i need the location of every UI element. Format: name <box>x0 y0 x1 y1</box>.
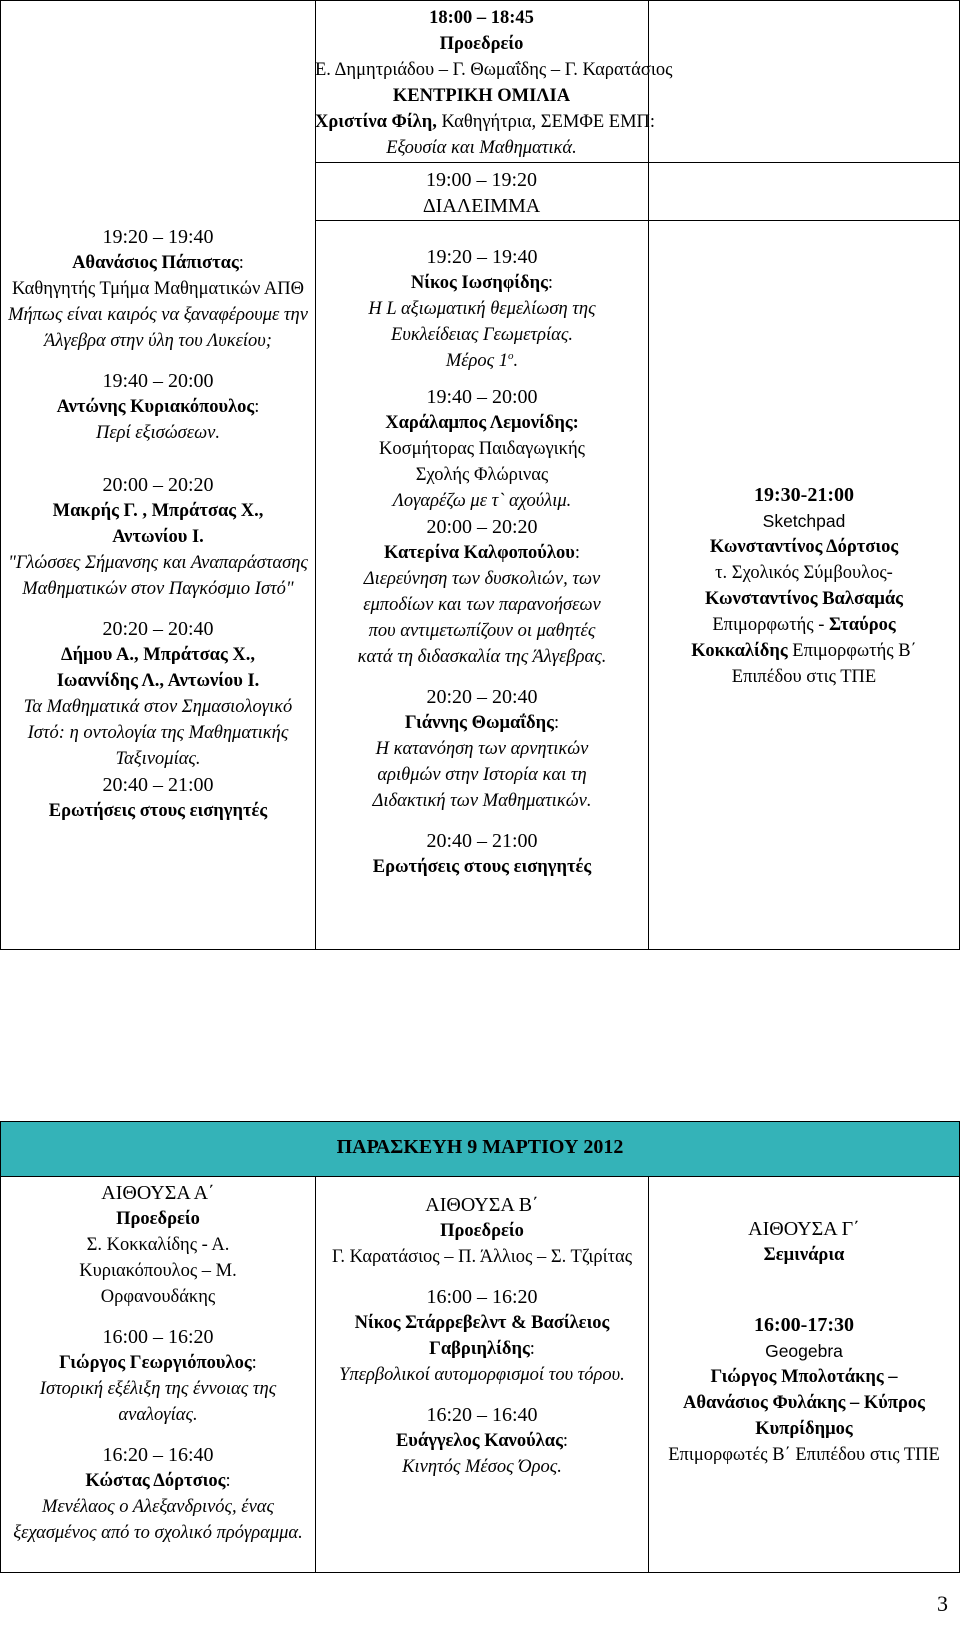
room-c <box>656 1216 952 1468</box>
talk-speaker-line: Νίκος Στάρρεβελντ & Βασίλειος Γαβριηλίδης: <box>354 1313 610 1359</box>
talk-title: Κινητός Μέσος Όρος. <box>402 1457 562 1477</box>
room-a <box>8 1180 308 1546</box>
talk-title: Τα Μαθηματικά στον Σημασιολογικό Ιστό: η οντολογία της Μαθηματικής Ταξινομίας. <box>23 697 293 769</box>
talk-title: Η L αξιωματική θεμελίωση της Ευκλείδειας Γεωμετρίας. <box>368 299 596 345</box>
seminar-time: 16:00-17:30 <box>754 1314 854 1336</box>
talk-speaker: Αντώνης Κυριακόπουλος <box>56 397 255 417</box>
talk-speaker: Χαράλαμπος Λεμονίδης: <box>385 413 579 433</box>
day-title: ΠΑΡΑΣΚΕΥΗ 9 ΜΑΡΤΙΟΥ 2012 <box>336 1136 624 1158</box>
talk-speaker: Κατερίνα Καλφοπούλου <box>384 543 575 563</box>
talk-title-part: Μέρος $1^o$. <box>445 349 519 371</box>
talk-time: 20:20 – 20:40 <box>102 618 214 640</box>
seminar-speakers: Γιώργος Μπολοτάκης – Αθανάσιος Φυλάκης – Κύπρος Κυπρίδημος <box>683 1367 925 1439</box>
seminar-speaker: Κωνσταντίνος Βαλσαμάς <box>705 589 903 609</box>
talk-time: 16:20 – 16:40 <box>426 1404 538 1426</box>
talk-speaker: Μακρής Γ. , Μπράτσας Χ., Αντωνίου Ι. <box>52 501 264 547</box>
talk-time: 19:20 – 19:40 <box>426 246 538 268</box>
talk-time: 20:40 – 21:00 <box>102 774 214 796</box>
column-divider <box>648 0 649 950</box>
seminar-role: Επιμορφωτής - <box>712 615 830 635</box>
talk-title: Μήπως είναι καιρός να ξαναφέρουμε την Άλγεβρα στην ύλη του Λυκείου; <box>8 305 308 351</box>
row-divider <box>315 220 960 221</box>
talk-speaker-line: Κώστας Δόρτσιος: <box>85 1471 231 1491</box>
seminar-speaker: Σταύρος Κοκκαλίδης <box>691 615 896 661</box>
talk-time: 20:00 – 20:20 <box>426 516 538 538</box>
talk-speaker: Δήμου Α., Μπράτσας Χ., Ιωαννίδης Λ., Αντωνίου Ι. <box>56 645 260 691</box>
talk-speaker: Γιώργος Γεωργιόπουλος <box>59 1353 252 1373</box>
questions-label: Ερωτήσεις στους εισηγητές <box>48 801 268 821</box>
talk-time: 20:40 – 21:00 <box>426 830 538 852</box>
session-time: 18:00 – 18:45 <box>429 8 534 28</box>
talk-speaker: Ευάγγελος Κανούλας <box>395 1431 563 1451</box>
talk-speaker-line: Γιώργος Γεωργιόπουλος: <box>59 1353 257 1373</box>
talk-time: 19:20 – 19:40 <box>102 226 214 248</box>
seminar-speaker: Κωνσταντίνος Δόρτσιος <box>709 537 899 557</box>
plenary-session <box>315 5 673 161</box>
talk-time: 19:40 – 20:00 <box>102 370 214 392</box>
talk-time: 20:20 – 20:40 <box>426 686 538 708</box>
keynote-speaker: Χριστίνα Φίλη, <box>315 112 437 132</box>
row-divider <box>648 162 960 163</box>
talk-speaker-line: Γιάννης Θωμαΐδης: <box>404 713 560 733</box>
room-name: ΑΙΘΟΥΣΑ Β΄ <box>425 1194 539 1216</box>
talk-speaker: Γιάννης Θωμαΐδης <box>404 713 554 733</box>
seminar-software: Sketchpad <box>762 511 846 531</box>
seminar-software: Geogebra <box>765 1341 843 1361</box>
talk-title: Ιστορική εξέλιξη της έννοιας της αναλογίας. <box>39 1379 277 1425</box>
row-divider <box>315 162 648 163</box>
talk-speaker-line: Νίκος Ιωσηφίδης: <box>410 273 554 293</box>
talk-speaker: Αθανάσιος Πάπιστας <box>72 253 239 273</box>
column-divider <box>315 1176 316 1573</box>
talk-title: Η κατανόηση των αρνητικών αριθμών στην Ιστορία και τη Διδακτική των Μαθηματικών. <box>372 739 592 811</box>
room-b <box>325 1192 639 1480</box>
talk-title: "Γλώσσες Σήμανσης και Αναπαράστασης Μαθηματικών στον Παγκόσμιο Ιστό" <box>8 553 308 599</box>
questions-label: Ερωτήσεις στους εισηγητές <box>372 857 592 877</box>
column-c-seminar <box>656 482 952 690</box>
talk-speaker-line: Αθανάσιος Πάπιστας: <box>72 253 244 273</box>
keynote-speaker-line <box>315 109 656 135</box>
talk-speaker: Κώστας Δόρτσιος <box>85 1471 226 1491</box>
talk-title: Υπερβολικοί αυτομορφισμοί του τόρου. <box>339 1365 625 1385</box>
chair-title: Προεδρείο <box>440 1221 524 1241</box>
talk-time: 19:40 – 20:00 <box>426 386 538 408</box>
talk-speaker-line: Ευάγγελος Κανούλας: <box>395 1431 569 1451</box>
seminar-role-line <box>656 612 952 690</box>
chair-title: Προεδρείο <box>116 1209 200 1229</box>
column-b-talks <box>325 244 639 880</box>
keynote-label: ΚΕΝΤΡΙΚΗ ΟΜΙΛΙΑ <box>392 86 571 106</box>
column-a-talks <box>8 224 308 824</box>
break-session <box>315 167 648 219</box>
break-time: 19:00 – 19:20 <box>425 169 538 191</box>
seminar-time: 19:30-21:00 <box>754 484 854 506</box>
page-number: 3 <box>937 1591 948 1616</box>
talk-speaker: Νίκος Στάρρεβελντ & Βασίλειος Γαβριηλίδης <box>354 1313 610 1359</box>
keynote-role: Καθηγήτρια, ΣΕΜΦΕ ΕΜΠ: <box>441 112 656 132</box>
talk-title: Περί εξισώσεων. <box>96 423 220 443</box>
talk-time: 16:00 – 16:20 <box>426 1286 538 1308</box>
chair-names: Σ. Κοκκαλίδης - Α. Κυριακόπουλος – Μ. Ορφανουδάκης <box>79 1235 237 1307</box>
room-subtitle: Σεμινάρια <box>763 1245 845 1265</box>
talk-title: Λογαρέζω με τ` αχούλιμ. <box>392 491 572 511</box>
talk-speaker-role: Καθηγητής Τμήμα Μαθηματικών ΑΠΘ <box>11 279 304 299</box>
talk-speaker-line: Κατερίνα Καλφοπούλου: <box>384 543 580 563</box>
talk-speaker: Νίκος Ιωσηφίδης <box>410 273 548 293</box>
talk-title: Μενέλαος ο Αλεξανδρινός, ένας ξεχασμένος από το σχολικό πρόγραμμα. <box>13 1497 303 1543</box>
seminar-role: Επιμορφωτής Β΄ Επιπέδου στις ΤΠΕ <box>731 641 917 687</box>
seminar-role: τ. Σχολικός Σύμβουλος- <box>715 563 893 583</box>
talk-time: 16:00 – 16:20 <box>102 1326 214 1348</box>
chair-names: Γ. Καρατάσιος – Π. Άλλιος – Σ. Τζιρίτας <box>331 1247 633 1267</box>
room-name: ΑΙΘΟΥΣΑ Α΄ <box>101 1182 215 1204</box>
row-divider <box>0 1176 960 1177</box>
room-name: ΑΙΘΟΥΣΑ Γ΄ <box>748 1218 860 1240</box>
talk-speaker-role: Κοσμήτορας Παιδαγωγικής Σχολής Φλώρινας <box>378 439 585 485</box>
keynote-title: Εξουσία και Μαθηματικά. <box>386 138 577 158</box>
column-divider <box>648 1176 649 1573</box>
break-label: ΔΙΑΛΕΙΜΜΑ <box>422 195 541 217</box>
chair-title: Προεδρείο <box>439 34 524 54</box>
talk-time: 20:00 – 20:20 <box>102 474 214 496</box>
chair-names: Ε. Δημητριάδου – Γ. Θωμαΐδης – Γ. Καρατάσιος <box>315 60 673 80</box>
talk-time: 16:20 – 16:40 <box>102 1444 214 1466</box>
seminar-role: Επιμορφωτές Β΄ Επιπέδου στις ΤΠΕ <box>668 1445 940 1465</box>
talk-title: Διερεύνηση των δυσκολιών, των εμποδίων και των παρανοήσεων που αντιμετωπίζουν οι μαθητές κατά τη διδασκαλία της Άλγεβρας. <box>357 569 607 667</box>
talk-speaker-line: Αντώνης Κυριακόπουλος: <box>56 397 260 417</box>
